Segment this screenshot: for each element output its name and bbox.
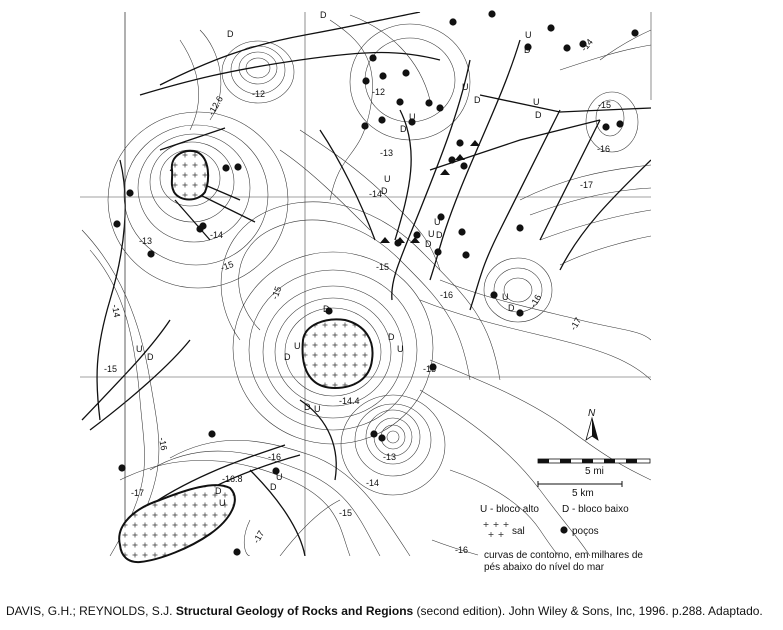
well-marker (378, 434, 385, 441)
svg-text:U: U (294, 341, 301, 351)
grid-lines (80, 12, 651, 556)
contour-label: -14 (578, 36, 595, 54)
svg-text:D: D (524, 45, 531, 55)
svg-text:U: U (136, 344, 143, 354)
svg-text:D: D (508, 303, 515, 313)
north-label: N (588, 408, 596, 419)
contour-label: -16 (528, 292, 544, 309)
well-marker (113, 220, 120, 227)
thrust-fault-teeth (380, 140, 480, 243)
contour-label: -12 (372, 87, 386, 97)
well-marker (413, 231, 420, 238)
svg-text:U: U (428, 229, 435, 239)
contour-lines (82, 15, 651, 556)
well-marker (458, 228, 465, 235)
svg-text:U: U (314, 404, 321, 414)
contour-label: -17 (580, 180, 594, 190)
svg-text:D: D (400, 124, 407, 134)
svg-text:D: D (323, 304, 330, 314)
well-marker (460, 162, 467, 169)
contour-label: -16 (268, 452, 282, 462)
svg-text:D: D (215, 486, 222, 496)
well-symbol-icon (560, 526, 567, 533)
svg-text:U: U (434, 217, 441, 227)
contour-label: -16 (597, 144, 611, 154)
well-marker (449, 18, 456, 25)
legend-contours: curvas de contorno, em milhares de (484, 550, 643, 561)
svg-text:D: D (425, 239, 432, 249)
salt-dome-central (303, 319, 373, 388)
legend-contour-sample: -16 (455, 545, 469, 555)
scale-miles-label: 5 mi (585, 466, 604, 477)
well-marker (516, 224, 523, 231)
contour-label: -14 (369, 189, 383, 199)
contour-label: -17 (131, 488, 145, 498)
well-marker (488, 10, 495, 17)
well-marker (233, 548, 240, 555)
svg-text:U: U (502, 292, 509, 302)
well-marker (369, 54, 376, 61)
caption-title: Structural Geology of Rocks and Regions (175, 604, 414, 618)
well-marker (402, 69, 409, 76)
caption-rest: (second edition). John Wiley & Sons, Inc, 1996. p.288. Adaptado. (413, 604, 763, 618)
contour-label: -14.4 (339, 396, 360, 406)
svg-text:D: D (270, 482, 277, 492)
well-marker (147, 250, 154, 257)
well-marker (490, 291, 497, 298)
well-marker (602, 123, 609, 130)
svg-text:D: D (320, 10, 327, 20)
legend-down-block: D - bloco baixo (562, 504, 629, 515)
well-marker (199, 222, 206, 229)
svg-text:U: U (397, 344, 404, 354)
well-marker (631, 29, 638, 36)
salt-bodies (119, 151, 372, 562)
well-marker (516, 309, 523, 316)
scale-km-label: 5 km (572, 488, 594, 499)
well-marker (126, 189, 133, 196)
svg-text:D: D (147, 352, 154, 362)
north-arrow (586, 408, 598, 440)
contour-label: -16 (440, 290, 454, 300)
salt-plug-upper (172, 151, 208, 200)
svg-text:D: D (381, 186, 388, 196)
legend-contours-line2: pés abaixo do nível do mar (484, 562, 605, 573)
svg-text:U: U (409, 112, 416, 122)
fault-block-letters (136, 10, 542, 508)
svg-text:U: U (384, 174, 391, 184)
contour-label: -14 (366, 478, 380, 488)
contour-label: -17 (568, 315, 584, 332)
caption-authors: DAVIS, G.H.; REYNOLDS, S.J. (6, 604, 176, 618)
contour-label: -16.8 (222, 474, 243, 484)
well-marker (362, 77, 369, 84)
legend-salt: sal (512, 526, 525, 537)
contour-label: -15 (598, 100, 612, 110)
well-marker (448, 156, 455, 163)
contour-label: -15 (269, 285, 284, 301)
well-marker (456, 139, 463, 146)
well-marker (361, 122, 368, 129)
legend-up-block: U - bloco alto (480, 504, 539, 515)
well-marker (462, 251, 469, 258)
well-marker (616, 120, 623, 127)
contour-label: -13 (380, 148, 394, 158)
well-marker (436, 104, 443, 111)
svg-text:U: U (462, 82, 469, 92)
contour-label: -15 (376, 262, 390, 272)
well-marker (394, 239, 401, 246)
contour-label: -15 (219, 259, 235, 273)
map-frame (125, 12, 651, 556)
contour-label: -13 (383, 452, 397, 462)
svg-text:U: U (219, 498, 226, 508)
scale-bar (538, 459, 650, 499)
svg-text:D: D (304, 402, 311, 412)
salt-symbol-icon (484, 522, 509, 537)
well-marker (378, 116, 385, 123)
well-marker (370, 430, 377, 437)
svg-text:D: D (388, 332, 395, 342)
well-marker (222, 164, 229, 171)
source-caption (6, 604, 781, 618)
contour-label: -15 (104, 364, 118, 374)
well-marker (547, 24, 554, 31)
svg-text:D: D (474, 95, 481, 105)
contour-label: -16 (157, 436, 170, 452)
contour-label: -15 (339, 508, 353, 518)
contour-label: -14 (210, 230, 224, 240)
svg-text:U: U (276, 472, 283, 482)
well-marker (118, 464, 125, 471)
contour-label: -14 (110, 303, 123, 319)
svg-text:D: D (535, 110, 542, 120)
contour-label: -15 (423, 364, 437, 374)
svg-text:D: D (436, 230, 443, 240)
contour-label: -12.6 (206, 94, 225, 117)
contour-label: -17 (251, 528, 267, 545)
svg-text:U: U (533, 97, 540, 107)
fault-lines (82, 12, 651, 556)
svg-text:D: D (284, 352, 291, 362)
well-marker (379, 72, 386, 79)
legend-wells: poços (572, 526, 599, 537)
well-marker (208, 430, 215, 437)
contour-label: -12 (252, 89, 266, 99)
contour-label: -13 (139, 236, 153, 246)
well-marker (425, 99, 432, 106)
svg-text:U: U (525, 30, 532, 40)
well-marker (434, 248, 441, 255)
well-marker (396, 98, 403, 105)
svg-text:D: D (227, 29, 234, 39)
well-marker (563, 44, 570, 51)
legend (432, 504, 643, 573)
well-marker (234, 163, 241, 170)
